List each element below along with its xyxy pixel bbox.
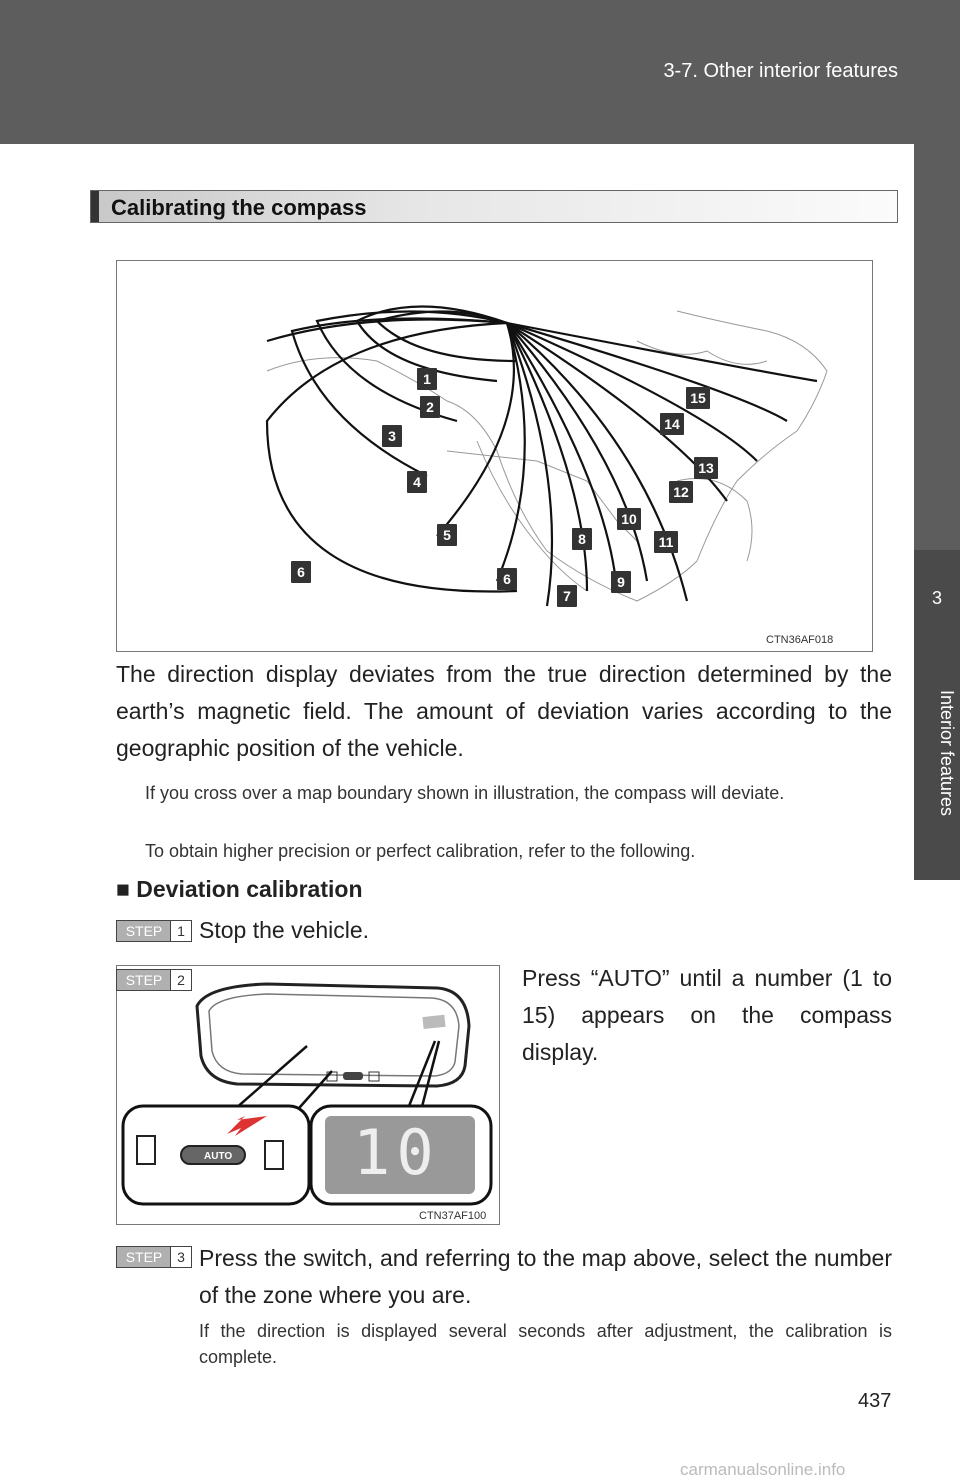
zone-boundary-line [507, 323, 787, 421]
zone-label: 11 [654, 531, 678, 553]
step-badge [116, 920, 192, 942]
step-badge [116, 969, 192, 991]
mirror-figure [116, 965, 500, 1225]
subheading: ■ Deviation calibration [116, 876, 363, 902]
step-number: 2 [170, 970, 191, 990]
zone-label: 6 [497, 568, 517, 590]
step-2-text: Press “AUTO” until a number (1 to 15) appears on the compass display. [522, 965, 892, 1065]
zone-map-illustration [117, 261, 872, 651]
step-number: 1 [170, 921, 191, 941]
note-boundary: If you cross over a map boundary shown in illustration, the compass will deviate. [145, 783, 785, 803]
intro-paragraph: The direction display deviates from the true direction determined by the earth’s magnetic field. The amount of deviation varies according to the geographic position of the vehicle. [116, 661, 892, 761]
step-3-text: Press the switch, and referring to the map above, select the number of the zone where you are. [199, 1245, 892, 1308]
rearview-mirror [197, 984, 469, 1086]
figure-code: CTN36AF018 [766, 634, 834, 646]
compass-display-value: 10 [353, 1116, 440, 1189]
side-tab-number: 3 [931, 588, 942, 608]
zone-boundary-line [292, 319, 507, 477]
title-bar-accent [91, 191, 99, 222]
section-title-box [90, 190, 898, 223]
zone-label: 7 [557, 585, 577, 607]
page-number: 437 [858, 1390, 892, 1412]
zone-label: 1 [417, 368, 437, 390]
zone-label: 14 [660, 413, 684, 435]
side-tab-label: Interior features [937, 690, 957, 817]
step-badge [116, 1246, 192, 1268]
zone-label: 4 [407, 471, 427, 493]
map-coastline [477, 441, 587, 591]
zone-label: 8 [572, 528, 592, 550]
step-label: STEP [125, 972, 163, 988]
mirror-display-window [422, 1015, 445, 1029]
zone-label: 12 [669, 481, 693, 503]
note-complete: If the direction is displayed several seconds after adjustment, the calibration is complete. [199, 1321, 892, 1367]
section-title: Calibrating the compass [111, 195, 367, 220]
zone-boundary-line [317, 311, 507, 421]
zone-label: 3 [382, 425, 402, 447]
step-label: STEP [125, 1249, 163, 1265]
section-label: 3-7. Other interior features [663, 60, 898, 82]
zone-map-figure [116, 260, 873, 652]
map-coastline [267, 311, 827, 601]
zone-label: 2 [420, 396, 440, 418]
auto-button-label: AUTO [204, 1151, 233, 1162]
zone-label: 13 [694, 457, 718, 479]
zone-label: 9 [611, 571, 631, 593]
mirror-illustration [117, 966, 499, 1224]
note-precision: To obtain higher precision or perfect calibration, refer to the following. [145, 841, 696, 861]
step-1-text: Stop the vehicle. [199, 917, 370, 943]
map-coastline [447, 451, 637, 541]
zone-label: 15 [686, 387, 710, 409]
zone-label: 5 [437, 524, 457, 546]
zone-label: 6 [291, 561, 311, 583]
step-label: STEP [125, 923, 163, 939]
watermark: carmanualsonline.info [680, 1460, 846, 1479]
step-number: 3 [170, 1247, 191, 1267]
zone-label: 10 [617, 508, 641, 530]
page-header [0, 0, 960, 144]
figure-code: CTN37AF100 [419, 1210, 487, 1222]
